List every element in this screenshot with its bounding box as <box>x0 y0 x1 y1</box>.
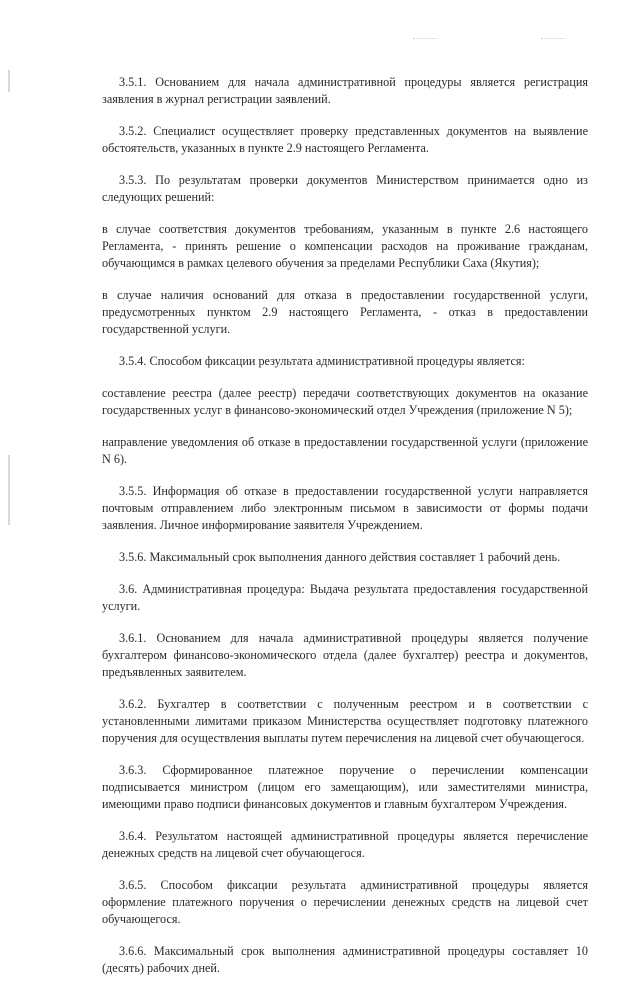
paragraph-3-5-3: 3.5.3. По результатам проверки документов Министерством принимается одно из следующих решений: <box>102 173 588 204</box>
scan-edge-mark <box>8 70 10 92</box>
paragraph-3-6-4: 3.6.4. Результатом настоящей административной процедуры является перечисление денежных средств на лицевой счет обучающегося. <box>102 829 588 860</box>
document-body <box>102 74 588 992</box>
paragraph-registry: составление реестра (далее реестр) передачи соответствующих документов на оказание государственных услуг в финансово-экономический отдел Учреждения (приложение N 5); <box>102 386 588 417</box>
scan-edge-mark <box>8 455 10 525</box>
scan-top-mark <box>413 38 437 40</box>
paragraph-3-6-5: 3.6.5. Способом фиксации результата административной процедуры является оформление платежного поручения о перечислении денежных средств на лицевой счет обучающегося. <box>102 878 588 926</box>
scan-top-mark <box>541 38 565 40</box>
paragraph-3-6-1: 3.6.1. Основанием для начала административной процедуры является получение бухгалтером финансово-экономического отдела (далее бухгалтер) реестра и документов, предъявленных заявителем. <box>102 631 588 679</box>
paragraph-3-5-4: 3.5.4. Способом фиксации результата административной процедуры является: <box>119 354 525 368</box>
paragraph-3-6-6: 3.6.6. Максимальный срок выполнения административной процедуры составляет 10 (десять) рабочих дней. <box>102 944 588 975</box>
paragraph-refusal-notice: направление уведомления об отказе в предоставлении государственной услуги (приложение N 6). <box>102 435 588 466</box>
paragraph-3-5-6: 3.5.6. Максимальный срок выполнения данного действия составляет 1 рабочий день. <box>119 550 561 564</box>
paragraph-3-6-3: 3.6.3. Сформированное платежное поручение о перечислении компенсации подписывается министром (лицом его замещающим), или заместителями министра, имеющими право подписи финансовых документов и главным бухгалтером Учреждения. <box>102 763 588 811</box>
paragraph-decision-refuse: в случае наличия оснований для отказа в предоставлении государственной услуги, предусмотренных пунктом 2.9 настоящего Регламента, - отказ в предоставлении государственной услуги. <box>102 288 588 336</box>
paragraph-3-5-5: 3.5.5. Информация об отказе в предоставлении государственной услуги направляется почтовым отправлением либо электронным письмом в зависимости от формы подачи заявления. Личное информирование заявителя Учреждением. <box>102 484 588 532</box>
paragraph-3-6-2: 3.6.2. Бухгалтер в соответствии с полученным реестром и в соответствии с установленными лимитами приказом Министерства осуществляет подготовку платежного поручения для осуществления выплаты путем перечисления на лицевой счет обучающегося. <box>102 697 588 745</box>
paragraph-3-5-1: 3.5.1. Основанием для начала административной процедуры является регистрация заявления в журнал регистрации заявлений. <box>102 75 588 106</box>
paragraph-3-6: 3.6. Административная процедура: Выдача результата предоставления государственной услуги. <box>102 582 588 613</box>
paragraph-3-5-2: 3.5.2. Специалист осуществляет проверку представленных документов на выявление обстоятельств, указанных в пункте 2.9 настоящего Регламента. <box>102 124 588 155</box>
paragraph-decision-approve: в случае соответствия документов требованиям, указанным в пункте 2.6 настоящего Регламента, - принять решение о компенсации расходов на проживание гражданам, обучающимся в рамках целевого обучения за пределами Республики Саха (Якутия); <box>102 222 588 270</box>
